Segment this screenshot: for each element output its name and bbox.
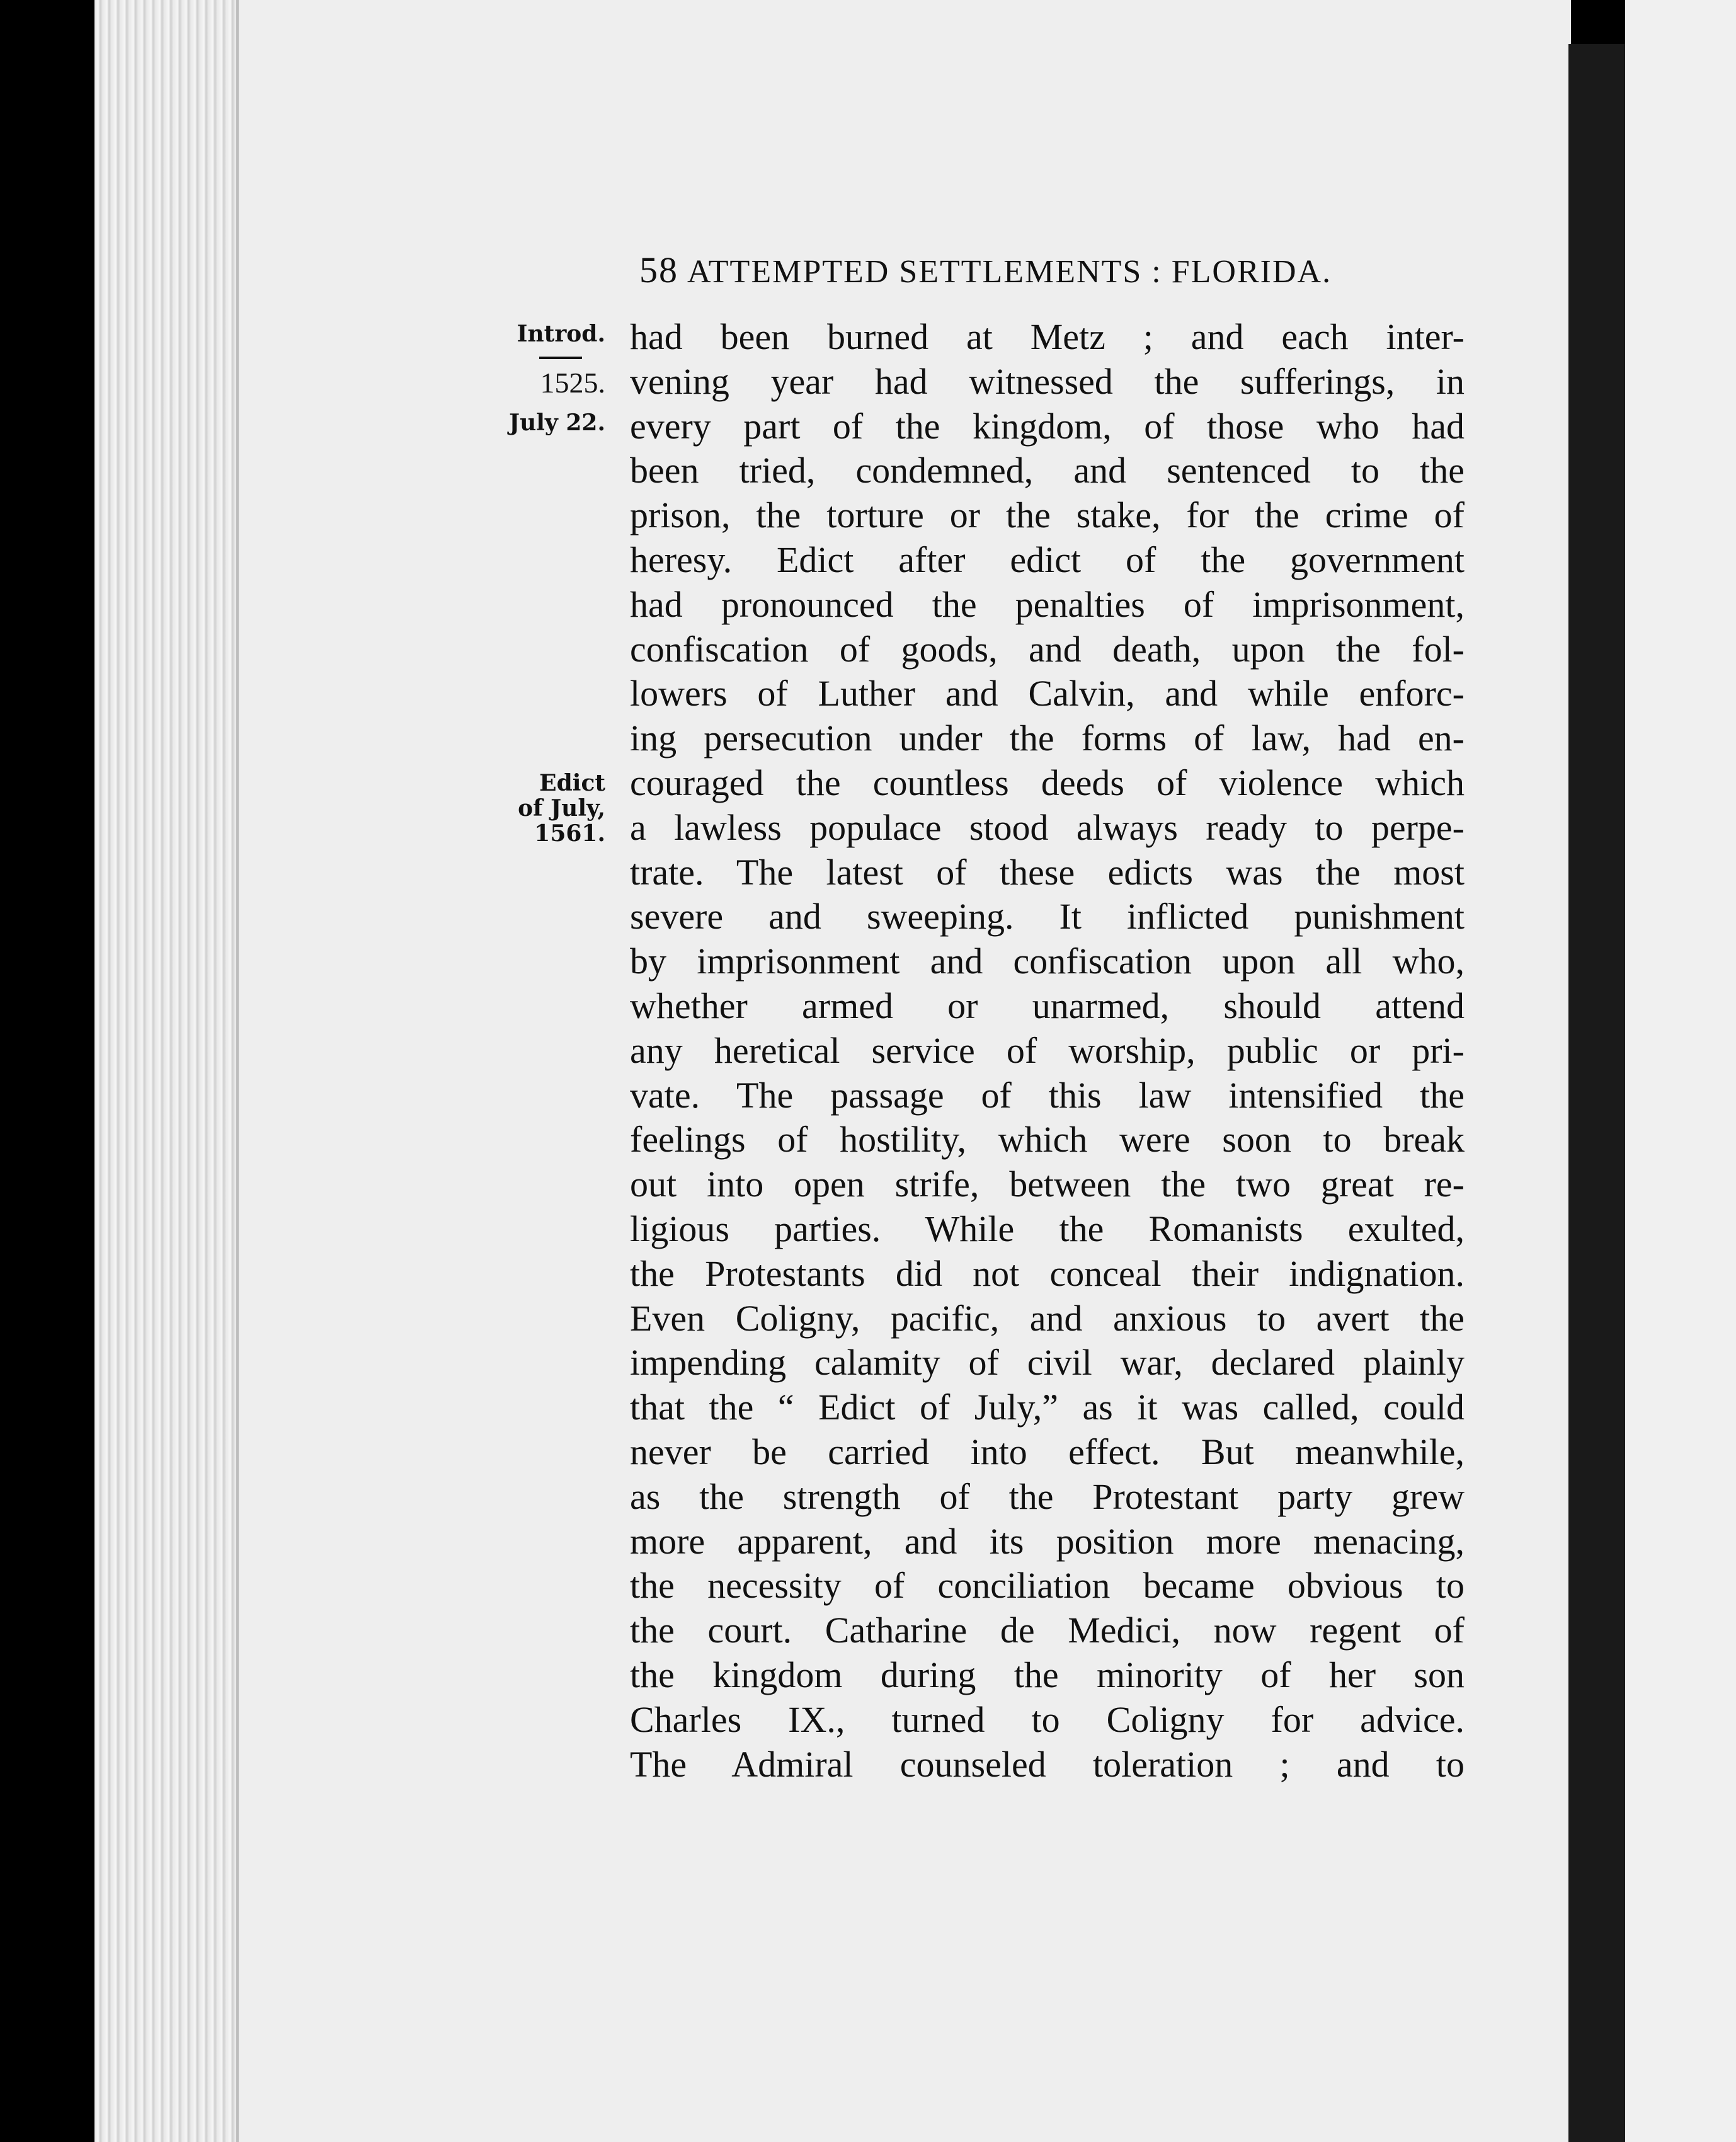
text-line: vening year had witnessed the sufferings, in [630,360,1465,402]
sidenote-year: 1525. [540,367,605,399]
page-number: 58 [639,249,678,290]
text-line: never be carried into effect. But meanwhile, [630,1431,1465,1472]
facing-page [1625,0,1736,2142]
sidenote-date: July 22. [509,410,605,436]
text-line: heresy. Edict after edict of the government [630,539,1465,580]
book-fore-edge [1568,44,1625,2142]
sidenote-introd: Introd. [517,321,605,347]
text-line: any heretical service of worship, public or pri- [630,1029,1465,1071]
text-line: The Admiral counseled toleration ; and to [630,1743,1465,1785]
running-header [639,249,1395,291]
text-line: as the strength of the Protestant party grew [630,1475,1465,1517]
text-line: every part of the kingdom, of those who had [630,405,1465,447]
text-line: couraged the countless deeds of violence which [630,762,1465,803]
page-edges [94,0,246,2142]
text-line: Charles IX., turned to Coligny for advice. [630,1698,1465,1740]
text-line: ligious parties. While the Romanists exulted, [630,1208,1465,1249]
text-line: been tried, condemned, and sentenced to the [630,450,1465,491]
text-line: ing persecution under the forms of law, had en- [630,718,1465,759]
text-line: more apparent, and its position more menacing, [630,1520,1465,1562]
text-line: feelings of hostility, which were soon to break [630,1119,1465,1160]
running-title: ATTEMPTED SETTLEMENTS : FLORIDA. [687,254,1332,290]
sidenote-edict-line-2: of July, [518,795,605,822]
text-line: lowers of Luther and Calvin, and while enforc- [630,673,1465,714]
sidenote-rule [539,357,582,359]
body-text [630,315,1465,1787]
text-line: vate. The passage of this law intensified the [630,1074,1465,1116]
sidenote-edict-line-1: Edict [539,770,605,796]
text-line: severe and sweeping. It inflicted punishment [630,896,1465,937]
text-line: trate. The latest of these edicts was the most [630,851,1465,893]
text-line: confiscation of goods, and death, upon the fol- [630,628,1465,670]
text-line: the kingdom during the minority of her son [630,1654,1465,1695]
sidenote-edict-line-3: 1561. [534,820,605,847]
text-line: the Protestants did not conceal their indignation. [630,1252,1465,1294]
text-line: that the “ Edict of July,” as it was called, could [630,1387,1465,1428]
text-line: the court. Catharine de Medici, now regent of [630,1610,1465,1651]
text-line: had pronounced the penalties of imprisonment, [630,583,1465,625]
text-line: by imprisonment and confiscation upon all who, [630,941,1465,982]
text-line: whether armed or unarmed, should attend [630,985,1465,1026]
text-line: prison, the torture or the stake, for the crime of [630,495,1465,536]
text-line: had been burned at Metz ; and each inter- [630,316,1465,357]
text-line: out into open strife, between the two great re- [630,1164,1465,1205]
text-line: a lawless populace stood always ready to perpe- [630,806,1465,848]
text-line: the necessity of conciliation became obvious to [630,1565,1465,1606]
text-line: Even Coligny, pacific, and anxious to avert the [630,1297,1465,1339]
text-line: impending calamity of civil war, declared plainly [630,1342,1465,1383]
